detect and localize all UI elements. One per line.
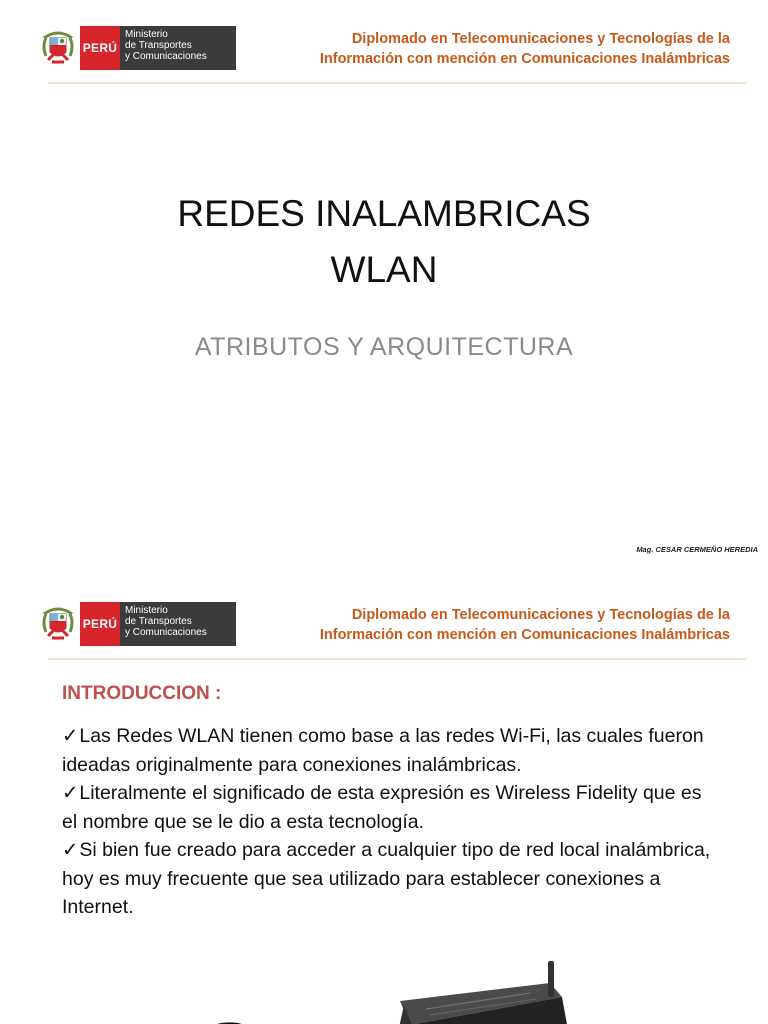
ministry-line: Ministerio — [125, 29, 168, 40]
peru-coat-of-arms-icon — [40, 602, 76, 646]
slide-header — [0, 0, 768, 84]
ministry-line: y Comunicaciones — [125, 627, 207, 638]
diploma-line: Información con mención en Comunicaciones Inalámbricas — [319, 51, 730, 67]
bullet-text: Las Redes WLAN tienen como base a las redes Wi-Fi, las cuales fueron ideadas originalmente para conexiones inalámbricas. — [62, 725, 704, 776]
ministry-logo — [40, 602, 236, 646]
diploma-line: Información con mención en Comunicaciones Inalámbricas — [319, 627, 730, 643]
header-divider — [48, 658, 746, 660]
ministry-line: de Transportes — [125, 616, 192, 627]
intro-slide — [0, 576, 768, 1024]
bullet-text: Literalmente el significado de esta expresión es Wireless Fidelity que es el nombre que se le dio a esta tecnología. — [62, 782, 702, 833]
checkmark-icon: ✓ — [62, 725, 79, 747]
title-line: WLAN — [330, 249, 438, 290]
diploma-line: Diplomado en Telecomunicaciones y Tecnologías de la — [351, 31, 730, 47]
bullet-item — [62, 836, 712, 922]
diploma-line: Diplomado en Telecomunicaciones y Tecnologías de la — [351, 607, 730, 623]
title-line: REDES INALAMBRICAS — [177, 193, 591, 234]
ministry-line: y Comunicaciones — [125, 51, 207, 62]
header-divider — [48, 82, 746, 84]
diploma-title — [320, 29, 730, 69]
peru-label: PERÚ — [80, 602, 120, 646]
ministry-logo — [40, 26, 236, 70]
peru-label: PERÚ — [80, 26, 120, 70]
slide-subtitle: ATRIBUTOS Y ARQUITECTURA — [194, 333, 574, 361]
peru-coat-of-arms-icon — [40, 26, 76, 70]
bullet-list — [62, 722, 712, 922]
bullet-item — [62, 779, 712, 836]
bullet-item — [62, 722, 712, 779]
wifi-router-image — [190, 961, 620, 1024]
slide-title — [0, 186, 768, 298]
checkmark-icon: ✓ — [62, 782, 79, 804]
ministry-name — [120, 602, 236, 646]
author-credit: Mag. CESAR CERMEÑO HEREDIA — [636, 545, 758, 554]
intro-heading: INTRODUCCION : — [62, 683, 222, 704]
diploma-title — [320, 605, 730, 645]
ministry-line: de Transportes — [125, 40, 192, 51]
ministry-name — [120, 26, 236, 70]
bullet-text: Si bien fue creado para acceder a cualquier tipo de red local inalámbrica, hoy es muy frecuente que sea utilizado para establecer conexiones a Internet. — [62, 839, 711, 918]
ministry-line: Ministerio — [125, 605, 168, 616]
slide-header — [0, 576, 768, 660]
checkmark-icon: ✓ — [62, 839, 79, 861]
